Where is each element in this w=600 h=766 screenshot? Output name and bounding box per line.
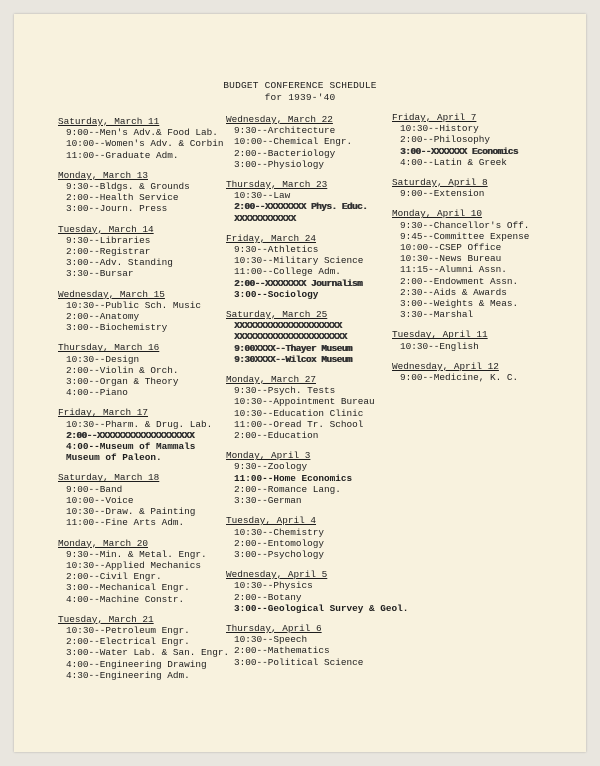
day-header: Saturday, March 25 xyxy=(226,309,328,321)
schedule-entry: 3:00--Journ. Press xyxy=(66,203,168,215)
day-block xyxy=(392,112,572,168)
schedule-entry: 3:00--Organ & Theory xyxy=(66,376,179,388)
schedule-entry: 2:00--Endowment Assn. xyxy=(400,275,519,287)
schedule-entry: 3:00--Adv. Standing xyxy=(66,257,173,269)
schedule-entry: 3:30--Bursar xyxy=(66,268,134,280)
day-block xyxy=(226,623,416,668)
day-block xyxy=(392,329,572,351)
day-header: Tuesday, March 14 xyxy=(58,223,154,235)
schedule-entry: 9:00--Extension xyxy=(400,188,485,200)
schedule-entry: 10:30--History xyxy=(400,123,479,135)
day-header: Tuesday, April 4 xyxy=(226,515,317,527)
schedule-entry: 9:30--Chancellor's Off. xyxy=(400,219,530,231)
schedule-entry: 9:45--Committee Expense xyxy=(400,230,530,242)
schedule-entry: 4:00--Museum of Mammals xyxy=(66,441,196,453)
schedule-entry: 9:30--Athletics xyxy=(234,244,319,256)
day-header: Wednesday, April 12 xyxy=(392,360,499,372)
schedule-entry: 3:00--Water Lab. & San. Engr. xyxy=(66,647,230,659)
schedule-entry: 11:00--Fine Arts Adm. xyxy=(66,517,185,529)
day-header: Saturday, April 8 xyxy=(392,177,488,189)
schedule-entry: 2:00--XXXXXXXX Phys. Educ. xyxy=(234,201,368,213)
day-header: Friday, March 24 xyxy=(226,232,317,244)
schedule-entry: 3:00--Sociology xyxy=(234,288,319,300)
schedule-entry: 2:00--Romance Lang. xyxy=(234,483,341,495)
schedule-entry: 10:30--Military Science xyxy=(234,255,364,267)
day-block xyxy=(226,233,416,300)
schedule-entry: 9:30--Architecture xyxy=(234,125,336,137)
schedule-entry: 10:30--Education Clinic xyxy=(234,407,364,419)
schedule-entry: 2:00--Violin & Orch. xyxy=(66,364,179,376)
day-header: Friday, April 7 xyxy=(392,112,477,123)
schedule-entry: 10:00--Women's Adv. & Corbin xyxy=(66,138,224,150)
schedule-column-3 xyxy=(392,112,572,383)
schedule-entry: 2:00--Health Service xyxy=(66,192,179,204)
schedule-entry: 9:30--Psych. Tests xyxy=(234,385,336,397)
day-block xyxy=(58,614,233,681)
document-subtitle: for 1939-'40 xyxy=(264,92,336,103)
day-block xyxy=(226,179,416,224)
day-block xyxy=(226,450,416,506)
day-header: Wednesday, March 15 xyxy=(58,288,165,300)
schedule-entry: 4:00--Machine Constr. xyxy=(66,593,185,605)
schedule-entry: 2:00--Botany xyxy=(234,591,302,603)
schedule-entry: 10:00--CSEP Office xyxy=(400,242,502,254)
schedule-entry: 2:00--Registrar xyxy=(66,246,151,258)
schedule-entry: 10:30--Pharm. & Drug. Lab. xyxy=(66,418,213,430)
day-header: Thursday, April 6 xyxy=(226,622,322,634)
schedule-entry: 10:30--Public Sch. Music xyxy=(66,299,202,311)
day-block xyxy=(226,515,416,560)
day-block xyxy=(58,407,233,463)
schedule-entry: 10:30--News Bureau xyxy=(400,253,502,265)
schedule-entry: 4:30--Engineering Adm. xyxy=(66,669,190,681)
schedule-entry: 10:30--Physics xyxy=(234,580,313,592)
schedule-column-2 xyxy=(226,114,416,668)
schedule-entry: 10:30--Speech xyxy=(234,634,308,646)
schedule-entry: 2:00--Bacteriology xyxy=(234,147,336,159)
schedule-entry: 4:00--Engineering Drawing xyxy=(66,658,207,670)
day-block xyxy=(58,170,233,215)
day-header: Monday, March 13 xyxy=(58,169,149,181)
document-page xyxy=(14,14,586,752)
day-header: Tuesday, March 21 xyxy=(58,613,154,625)
schedule-entry: 3:00--Physiology xyxy=(234,158,325,170)
day-header: Monday, March 20 xyxy=(58,537,149,549)
schedule-entry: XXXXXXXXXXXXXXXXXXXXX xyxy=(234,320,342,332)
schedule-entry: 9:30--Min. & Metal. Engr. xyxy=(66,548,207,560)
schedule-entry: 2:00--XXXXXXXXXXXXXXXXXXX xyxy=(66,429,195,441)
schedule-entry: 9:30--Bldgs. & Grounds xyxy=(66,181,190,193)
schedule-entry: 10:00--Chemical Engr. xyxy=(234,136,353,148)
day-header: Thursday, March 16 xyxy=(58,342,160,354)
schedule-entry: 4:00--Latin & Greek xyxy=(400,156,507,168)
schedule-entry: 2:00--Anatomy xyxy=(66,311,140,323)
schedule-entry: 2:00--Entomology xyxy=(234,537,325,549)
schedule-entry: 4:00--Piano xyxy=(66,387,128,399)
schedule-entry: 3:00--Biochemistry xyxy=(66,322,168,334)
schedule-entry: 3:00--Mechanical Engr. xyxy=(66,582,190,594)
schedule-entry: 3:00--Psychology xyxy=(234,548,325,560)
day-header: Monday, March 27 xyxy=(226,374,317,386)
day-header: Thursday, March 23 xyxy=(226,179,328,191)
schedule-entry: 2:30--Aids & Awards xyxy=(400,286,507,298)
schedule-entry: 2:00--Electrical Engr. xyxy=(66,636,190,648)
schedule-entry: 2:00--Mathematics xyxy=(234,645,330,657)
day-block xyxy=(226,374,416,441)
schedule-entry: 10:30--Draw. & Painting xyxy=(66,506,196,518)
schedule-entry: 9:00--Band xyxy=(66,483,123,495)
schedule-entry: 3:00--Geological Survey & Geol. xyxy=(234,602,409,614)
schedule-entry: 10:30--Appointment Bureau xyxy=(234,396,375,408)
day-header: Wednesday, April 5 xyxy=(226,569,328,581)
schedule-entry: XXXXXXXXXXXXXXXXXXXXXX xyxy=(234,331,347,343)
schedule-entry: 9:00XXXX--Thayer Museum xyxy=(234,342,352,354)
schedule-entry: 11:00--Oread Tr. School xyxy=(234,418,364,430)
day-header: Wednesday, March 22 xyxy=(226,114,333,125)
schedule-entry: 3:00--XXXXXXX Economics xyxy=(400,145,518,157)
schedule-entry: Museum of Paleon. xyxy=(66,452,162,464)
schedule-entry: 10:30--English xyxy=(400,340,479,352)
schedule-entry: XXXXXXXXXXXX xyxy=(234,212,296,224)
day-block xyxy=(226,569,416,614)
day-block xyxy=(392,208,572,320)
schedule-entry: 11:00--Graduate Adm. xyxy=(66,149,179,161)
schedule-entry: 10:30--Law xyxy=(234,190,291,202)
day-header: Monday, April 10 xyxy=(392,208,483,220)
day-block xyxy=(58,224,233,280)
schedule-entry: 11:00--Home Economics xyxy=(234,472,353,484)
schedule-column-1 xyxy=(58,116,233,681)
schedule-entry: 3:00--Weights & Meas. xyxy=(400,298,519,310)
schedule-entry: 9:00--Men's Adv.& Food Lab. xyxy=(66,127,218,139)
day-block xyxy=(58,289,233,334)
schedule-entry: 10:30--Chemistry xyxy=(234,526,325,538)
day-block xyxy=(226,309,416,365)
schedule-entry: 2:00--Education xyxy=(234,430,319,442)
schedule-entry: 3:00--Political Science xyxy=(234,656,364,668)
day-block xyxy=(58,472,233,528)
day-block xyxy=(392,177,572,199)
schedule-entry: 10:30--Petroleum Engr. xyxy=(66,624,190,636)
schedule-entry: 9:30--Libraries xyxy=(66,234,151,246)
schedule-entry: 3:30--German xyxy=(234,495,302,507)
schedule-entry: 9:30--Zoology xyxy=(234,461,308,473)
schedule-entry: 2:00--Civil Engr. xyxy=(66,571,162,583)
day-block xyxy=(392,361,572,383)
schedule-entry: 10:00--Voice xyxy=(66,494,134,506)
schedule-entry: 10:30--Design xyxy=(66,353,140,365)
schedule-entry: 3:30--Marshal xyxy=(400,309,474,321)
schedule-entry: 9:30XXXX--Wilcox Museum xyxy=(234,353,352,365)
day-header: Tuesday, April 11 xyxy=(392,329,488,341)
schedule-entry: 11:15--Alumni Assn. xyxy=(400,264,507,276)
schedule-entry: 2:00--Philosophy xyxy=(400,134,491,146)
day-header: Saturday, March 11 xyxy=(58,116,160,127)
day-block xyxy=(58,116,233,161)
schedule-entry: 9:00--Medicine, K. C. xyxy=(400,372,519,384)
day-block xyxy=(58,538,233,605)
day-block xyxy=(226,114,416,170)
schedule-entry: 2:00--XXXXXXXX Journalism xyxy=(234,277,363,289)
schedule-entry: 10:30--Applied Mechanics xyxy=(66,559,202,571)
day-block xyxy=(58,342,233,398)
day-header: Friday, March 17 xyxy=(58,407,149,419)
document-title: BUDGET CONFERENCE SCHEDULE xyxy=(223,80,377,91)
day-header: Saturday, March 18 xyxy=(58,472,160,484)
schedule-entry: 11:00--College Adm. xyxy=(234,266,341,278)
day-header: Monday, April 3 xyxy=(226,450,311,462)
